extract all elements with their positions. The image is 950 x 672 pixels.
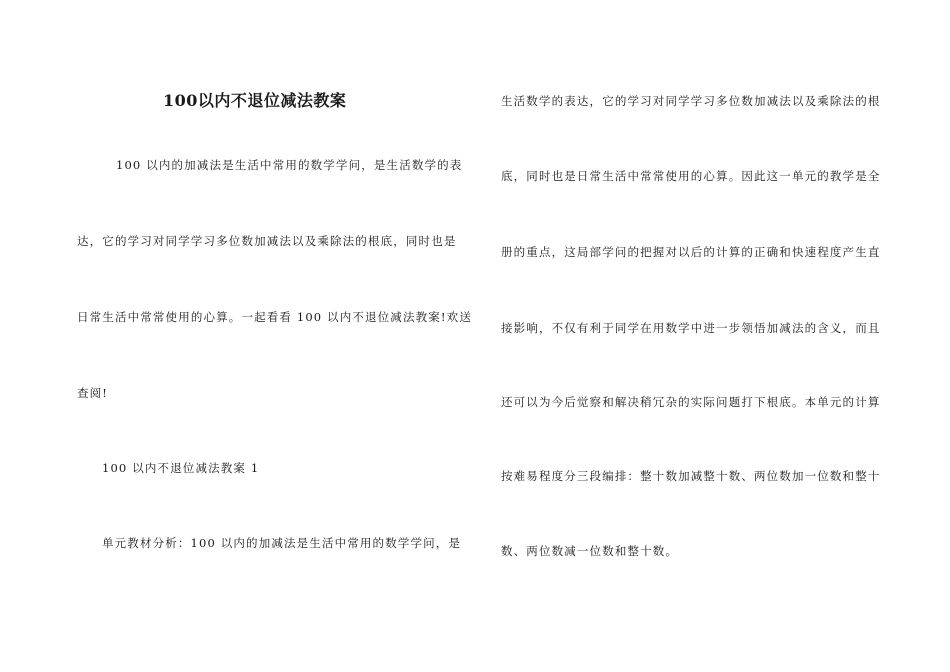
right-paragraph-line: 生活数学的表达，它的学习对同学学习多位数加减法以及乘除法的根 <box>501 94 881 108</box>
left-paragraph-line: 单元教材分析：100 以内的加减法是生活中常用的数学学问，是 <box>102 536 462 550</box>
right-paragraph-line: 数、两位数减一位数和整十数。 <box>501 544 679 558</box>
section-heading: 100 以内不退位减法教案 1 <box>102 461 260 475</box>
right-paragraph-line: 接影响，不仅有利于同学在用数学中进一步领悟加减法的含义，而且 <box>501 321 881 335</box>
left-paragraph-line: 查阅! <box>77 386 109 400</box>
left-paragraph-line: 100 以内的加减法是生活中常用的数学学问，是生活数学的表 <box>116 158 463 172</box>
left-paragraph-line: 达，它的学习对同学学习多位数加减法以及乘除法的根底，同时也是 <box>77 234 457 248</box>
right-paragraph-line: 底，同时也是日常生活中常常使用的心算。因此这一单元的教学是全 <box>501 169 881 183</box>
document-title: 100以内不退位减法教案 <box>163 91 347 110</box>
right-paragraph-line: 还可以为今后觉察和解决稍冗杂的实际问题打下根底。本单元的计算 <box>501 395 881 409</box>
right-paragraph-line: 册的重点，这局部学问的把握对以后的计算的正确和快速程度产生直 <box>501 245 881 259</box>
right-paragraph-line: 按难易程度分三段编排：整十数加减整十数、两位数加一位数和整十 <box>501 469 881 483</box>
left-paragraph-line: 日常生活中常常使用的心算。一起看看 100 以内不退位减法教案!欢送 <box>77 310 472 324</box>
